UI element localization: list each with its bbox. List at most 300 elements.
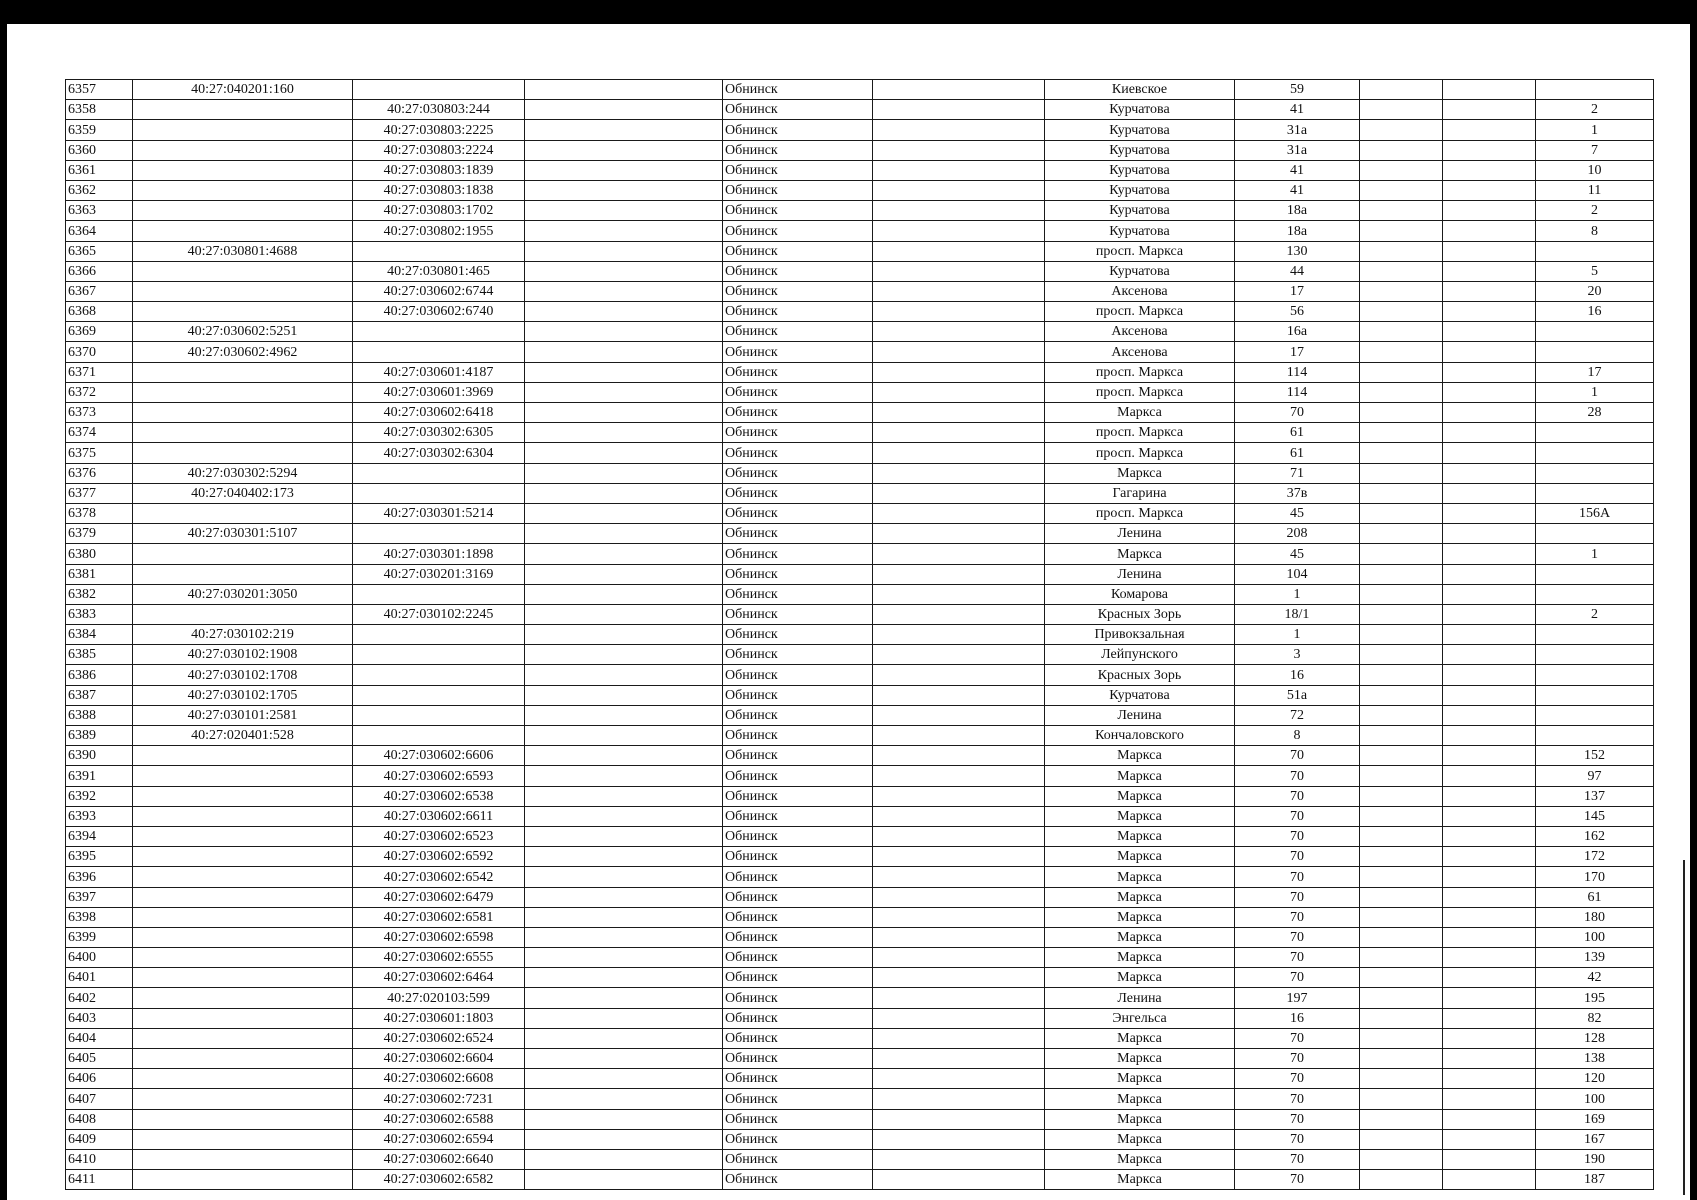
table-row	[66, 201, 1654, 221]
empty-cell	[1360, 281, 1443, 301]
cadastral-number-cell	[133, 120, 353, 140]
row-number-cell: 6395	[66, 847, 133, 867]
street-cell: Маркса	[1045, 786, 1235, 806]
table-row	[66, 927, 1654, 947]
empty-cell	[1360, 80, 1443, 100]
house-number-cell: 70	[1235, 1089, 1360, 1109]
city-cell: Обнинск	[723, 1089, 873, 1109]
empty-cell	[873, 988, 1045, 1008]
property-registry-table	[65, 79, 1654, 1190]
city-cell: Обнинск	[723, 584, 873, 604]
table-row	[66, 1149, 1654, 1169]
empty-cell	[525, 261, 723, 281]
empty-cell	[525, 968, 723, 988]
empty-cell	[525, 503, 723, 523]
table-row	[66, 584, 1654, 604]
apartment-number-cell	[1536, 463, 1654, 483]
empty-cell	[1443, 362, 1536, 382]
apartment-number-cell	[1536, 726, 1654, 746]
city-cell: Обнинск	[723, 503, 873, 523]
house-number-cell: 18а	[1235, 201, 1360, 221]
cadastral-number-cell	[133, 281, 353, 301]
empty-cell	[525, 1028, 723, 1048]
house-number-cell: 16а	[1235, 322, 1360, 342]
premises-cadastral-number-cell: 40:27:030302:6305	[353, 423, 525, 443]
city-cell: Обнинск	[723, 322, 873, 342]
city-cell: Обнинск	[723, 847, 873, 867]
empty-cell	[1360, 382, 1443, 402]
table-row	[66, 1170, 1654, 1190]
apartment-number-cell: 2	[1536, 201, 1654, 221]
empty-cell	[873, 503, 1045, 523]
house-number-cell: 70	[1235, 403, 1360, 423]
row-number-cell: 6386	[66, 665, 133, 685]
premises-cadastral-number-cell: 40:27:030602:6538	[353, 786, 525, 806]
table-row	[66, 705, 1654, 725]
empty-cell	[873, 786, 1045, 806]
house-number-cell: 18а	[1235, 221, 1360, 241]
empty-cell	[1360, 645, 1443, 665]
empty-cell	[525, 806, 723, 826]
empty-cell	[1360, 100, 1443, 120]
empty-cell	[873, 1028, 1045, 1048]
house-number-cell: 70	[1235, 806, 1360, 826]
street-cell: Маркса	[1045, 1028, 1235, 1048]
house-number-cell: 197	[1235, 988, 1360, 1008]
street-cell: Ленина	[1045, 988, 1235, 1008]
empty-cell	[873, 423, 1045, 443]
row-number-cell: 6360	[66, 140, 133, 160]
empty-cell	[873, 1008, 1045, 1028]
table-row	[66, 241, 1654, 261]
empty-cell	[1443, 948, 1536, 968]
street-cell: Лейпунского	[1045, 645, 1235, 665]
apartment-number-cell: 137	[1536, 786, 1654, 806]
empty-cell	[1443, 423, 1536, 443]
empty-cell	[873, 201, 1045, 221]
empty-cell	[873, 726, 1045, 746]
city-cell: Обнинск	[723, 1028, 873, 1048]
empty-cell	[1443, 1069, 1536, 1089]
empty-cell	[525, 100, 723, 120]
house-number-cell: 1	[1235, 584, 1360, 604]
house-number-cell: 72	[1235, 705, 1360, 725]
empty-cell	[1443, 443, 1536, 463]
empty-cell	[1360, 524, 1443, 544]
table-row	[66, 140, 1654, 160]
row-number-cell: 6383	[66, 604, 133, 624]
empty-cell	[525, 766, 723, 786]
house-number-cell: 44	[1235, 261, 1360, 281]
house-number-cell: 70	[1235, 927, 1360, 947]
empty-cell	[1360, 503, 1443, 523]
empty-cell	[525, 1170, 723, 1190]
cadastral-number-cell	[133, 221, 353, 241]
cadastral-number-cell	[133, 907, 353, 927]
premises-cadastral-number-cell: 40:27:030602:6594	[353, 1129, 525, 1149]
empty-cell	[873, 1170, 1045, 1190]
row-number-cell: 6374	[66, 423, 133, 443]
row-number-cell: 6410	[66, 1149, 133, 1169]
empty-cell	[1443, 544, 1536, 564]
house-number-cell: 70	[1235, 1149, 1360, 1169]
city-cell: Обнинск	[723, 746, 873, 766]
city-cell: Обнинск	[723, 705, 873, 725]
premises-cadastral-number-cell: 40:27:030301:1898	[353, 544, 525, 564]
empty-cell	[1443, 847, 1536, 867]
empty-cell	[1360, 665, 1443, 685]
house-number-cell: 17	[1235, 342, 1360, 362]
street-cell: просп. Маркса	[1045, 443, 1235, 463]
row-number-cell: 6382	[66, 584, 133, 604]
premises-cadastral-number-cell: 40:27:030602:6524	[353, 1028, 525, 1048]
row-number-cell: 6369	[66, 322, 133, 342]
apartment-number-cell: 187	[1536, 1170, 1654, 1190]
empty-cell	[873, 302, 1045, 322]
premises-cadastral-number-cell	[353, 524, 525, 544]
empty-cell	[1443, 867, 1536, 887]
empty-cell	[1443, 1008, 1536, 1028]
empty-cell	[1443, 503, 1536, 523]
house-number-cell: 45	[1235, 544, 1360, 564]
empty-cell	[873, 625, 1045, 645]
street-cell: Курчатова	[1045, 261, 1235, 281]
empty-cell	[525, 382, 723, 402]
house-number-cell: 70	[1235, 786, 1360, 806]
empty-cell	[1443, 322, 1536, 342]
empty-cell	[525, 201, 723, 221]
street-cell: Маркса	[1045, 847, 1235, 867]
apartment-number-cell	[1536, 625, 1654, 645]
empty-cell	[1443, 463, 1536, 483]
street-cell: Комарова	[1045, 584, 1235, 604]
empty-cell	[525, 463, 723, 483]
premises-cadastral-number-cell: 40:27:030602:6593	[353, 766, 525, 786]
empty-cell	[1360, 1089, 1443, 1109]
city-cell: Обнинск	[723, 403, 873, 423]
city-cell: Обнинск	[723, 1008, 873, 1028]
table-row	[66, 564, 1654, 584]
cadastral-number-cell	[133, 261, 353, 281]
table-row	[66, 1069, 1654, 1089]
row-number-cell: 6399	[66, 927, 133, 947]
apartment-number-cell: 120	[1536, 1069, 1654, 1089]
empty-cell	[525, 1149, 723, 1169]
empty-cell	[873, 685, 1045, 705]
table-row	[66, 463, 1654, 483]
city-cell: Обнинск	[723, 160, 873, 180]
row-number-cell: 6378	[66, 503, 133, 523]
empty-cell	[873, 665, 1045, 685]
empty-cell	[525, 362, 723, 382]
apartment-number-cell: 97	[1536, 766, 1654, 786]
empty-cell	[1360, 120, 1443, 140]
empty-cell	[525, 685, 723, 705]
street-cell: Маркса	[1045, 826, 1235, 846]
city-cell: Обнинск	[723, 625, 873, 645]
street-cell: Маркса	[1045, 948, 1235, 968]
house-number-cell: 17	[1235, 281, 1360, 301]
empty-cell	[873, 1049, 1045, 1069]
empty-cell	[873, 867, 1045, 887]
empty-cell	[1443, 584, 1536, 604]
street-cell: Маркса	[1045, 968, 1235, 988]
city-cell: Обнинск	[723, 826, 873, 846]
table-row	[66, 342, 1654, 362]
empty-cell	[1360, 1170, 1443, 1190]
row-number-cell: 6372	[66, 382, 133, 402]
cadastral-number-cell	[133, 867, 353, 887]
premises-cadastral-number-cell: 40:27:030803:2225	[353, 120, 525, 140]
empty-cell	[525, 907, 723, 927]
empty-cell	[525, 705, 723, 725]
table-row	[66, 423, 1654, 443]
row-number-cell: 6393	[66, 806, 133, 826]
city-cell: Обнинск	[723, 281, 873, 301]
apartment-number-cell: 17	[1536, 362, 1654, 382]
row-number-cell: 6397	[66, 887, 133, 907]
table-row	[66, 261, 1654, 281]
empty-cell	[1443, 160, 1536, 180]
table-row	[66, 685, 1654, 705]
apartment-number-cell: 152	[1536, 746, 1654, 766]
empty-cell	[525, 342, 723, 362]
street-cell: Маркса	[1045, 403, 1235, 423]
row-number-cell: 6406	[66, 1069, 133, 1089]
city-cell: Обнинск	[723, 948, 873, 968]
row-number-cell: 6368	[66, 302, 133, 322]
cadastral-number-cell: 40:27:030302:5294	[133, 463, 353, 483]
street-cell: Маркса	[1045, 544, 1235, 564]
premises-cadastral-number-cell: 40:27:020103:599	[353, 988, 525, 1008]
empty-cell	[525, 746, 723, 766]
cadastral-number-cell: 40:27:030102:1705	[133, 685, 353, 705]
house-number-cell: 70	[1235, 867, 1360, 887]
premises-cadastral-number-cell: 40:27:030602:6479	[353, 887, 525, 907]
empty-cell	[525, 887, 723, 907]
premises-cadastral-number-cell: 40:27:030601:4187	[353, 362, 525, 382]
street-cell: Курчатова	[1045, 180, 1235, 200]
city-cell: Обнинск	[723, 120, 873, 140]
row-number-cell: 6391	[66, 766, 133, 786]
premises-cadastral-number-cell: 40:27:030602:6542	[353, 867, 525, 887]
row-number-cell: 6394	[66, 826, 133, 846]
city-cell: Обнинск	[723, 221, 873, 241]
cadastral-number-cell: 40:27:030602:5251	[133, 322, 353, 342]
apartment-number-cell: 190	[1536, 1149, 1654, 1169]
apartment-number-cell	[1536, 483, 1654, 503]
apartment-number-cell: 28	[1536, 403, 1654, 423]
empty-cell	[1360, 160, 1443, 180]
empty-cell	[1360, 1028, 1443, 1048]
empty-cell	[1443, 201, 1536, 221]
empty-cell	[1443, 786, 1536, 806]
apartment-number-cell: 82	[1536, 1008, 1654, 1028]
empty-cell	[873, 705, 1045, 725]
empty-cell	[1360, 463, 1443, 483]
apartment-number-cell	[1536, 685, 1654, 705]
table-row	[66, 443, 1654, 463]
empty-cell	[525, 544, 723, 564]
city-cell: Обнинск	[723, 423, 873, 443]
empty-cell	[1443, 806, 1536, 826]
premises-cadastral-number-cell	[353, 463, 525, 483]
street-cell: Энгельса	[1045, 1008, 1235, 1028]
table-row	[66, 1028, 1654, 1048]
city-cell: Обнинск	[723, 261, 873, 281]
cadastral-number-cell: 40:27:020401:528	[133, 726, 353, 746]
premises-cadastral-number-cell: 40:27:030602:6581	[353, 907, 525, 927]
table-row	[66, 806, 1654, 826]
empty-cell	[1360, 180, 1443, 200]
empty-cell	[1360, 988, 1443, 1008]
apartment-number-cell: 2	[1536, 604, 1654, 624]
cadastral-number-cell: 40:27:030101:2581	[133, 705, 353, 725]
table-row	[66, 604, 1654, 624]
empty-cell	[1443, 241, 1536, 261]
scan-artifact-line	[1683, 860, 1685, 1195]
empty-cell	[1360, 322, 1443, 342]
table-row	[66, 302, 1654, 322]
empty-cell	[525, 1049, 723, 1069]
premises-cadastral-number-cell: 40:27:030602:6588	[353, 1109, 525, 1129]
row-number-cell: 6401	[66, 968, 133, 988]
house-number-cell: 70	[1235, 1069, 1360, 1089]
empty-cell	[1360, 544, 1443, 564]
empty-cell	[873, 140, 1045, 160]
street-cell: Маркса	[1045, 1069, 1235, 1089]
city-cell: Обнинск	[723, 180, 873, 200]
empty-cell	[1360, 847, 1443, 867]
street-cell: Гагарина	[1045, 483, 1235, 503]
apartment-number-cell: 169	[1536, 1109, 1654, 1129]
empty-cell	[1443, 1129, 1536, 1149]
premises-cadastral-number-cell	[353, 322, 525, 342]
empty-cell	[525, 826, 723, 846]
empty-cell	[1360, 241, 1443, 261]
premises-cadastral-number-cell	[353, 342, 525, 362]
empty-cell	[525, 867, 723, 887]
empty-cell	[873, 100, 1045, 120]
table-row	[66, 645, 1654, 665]
empty-cell	[1360, 604, 1443, 624]
empty-cell	[525, 483, 723, 503]
cadastral-number-cell	[133, 786, 353, 806]
empty-cell	[873, 927, 1045, 947]
empty-cell	[1360, 342, 1443, 362]
city-cell: Обнинск	[723, 968, 873, 988]
street-cell: Маркса	[1045, 746, 1235, 766]
house-number-cell: 8	[1235, 726, 1360, 746]
cadastral-number-cell	[133, 806, 353, 826]
apartment-number-cell	[1536, 645, 1654, 665]
premises-cadastral-number-cell	[353, 80, 525, 100]
row-number-cell: 6405	[66, 1049, 133, 1069]
empty-cell	[873, 483, 1045, 503]
house-number-cell: 70	[1235, 1109, 1360, 1129]
house-number-cell: 70	[1235, 1129, 1360, 1149]
house-number-cell: 70	[1235, 847, 1360, 867]
empty-cell	[1360, 968, 1443, 988]
empty-cell	[873, 261, 1045, 281]
apartment-number-cell	[1536, 584, 1654, 604]
house-number-cell: 61	[1235, 443, 1360, 463]
empty-cell	[873, 120, 1045, 140]
apartment-number-cell: 170	[1536, 867, 1654, 887]
empty-cell	[1443, 1109, 1536, 1129]
apartment-number-cell: 138	[1536, 1049, 1654, 1069]
apartment-number-cell	[1536, 564, 1654, 584]
empty-cell	[873, 645, 1045, 665]
apartment-number-cell	[1536, 705, 1654, 725]
house-number-cell: 59	[1235, 80, 1360, 100]
empty-cell	[1360, 685, 1443, 705]
table-row	[66, 867, 1654, 887]
empty-cell	[1443, 927, 1536, 947]
empty-cell	[873, 887, 1045, 907]
apartment-number-cell: 7	[1536, 140, 1654, 160]
apartment-number-cell: 11	[1536, 180, 1654, 200]
empty-cell	[1443, 685, 1536, 705]
row-number-cell: 6402	[66, 988, 133, 1008]
empty-cell	[1360, 867, 1443, 887]
city-cell: Обнинск	[723, 1049, 873, 1069]
cadastral-number-cell	[133, 443, 353, 463]
house-number-cell: 70	[1235, 887, 1360, 907]
apartment-number-cell	[1536, 443, 1654, 463]
table-row	[66, 726, 1654, 746]
empty-cell	[525, 1069, 723, 1089]
street-cell: Маркса	[1045, 1049, 1235, 1069]
cadastral-number-cell	[133, 826, 353, 846]
row-number-cell: 6365	[66, 241, 133, 261]
empty-cell	[525, 281, 723, 301]
row-number-cell: 6403	[66, 1008, 133, 1028]
row-number-cell: 6364	[66, 221, 133, 241]
empty-cell	[525, 927, 723, 947]
empty-cell	[1443, 1028, 1536, 1048]
row-number-cell: 6407	[66, 1089, 133, 1109]
street-cell: просп. Маркса	[1045, 302, 1235, 322]
empty-cell	[873, 362, 1045, 382]
premises-cadastral-number-cell: 40:27:030602:6640	[353, 1149, 525, 1169]
table-row	[66, 221, 1654, 241]
cadastral-number-cell	[133, 927, 353, 947]
empty-cell	[873, 524, 1045, 544]
table-row	[66, 80, 1654, 100]
city-cell: Обнинск	[723, 726, 873, 746]
empty-cell	[525, 726, 723, 746]
premises-cadastral-number-cell: 40:27:030602:6606	[353, 746, 525, 766]
apartment-number-cell: 100	[1536, 927, 1654, 947]
cadastral-number-cell	[133, 746, 353, 766]
city-cell: Обнинск	[723, 1170, 873, 1190]
cadastral-number-cell	[133, 180, 353, 200]
cadastral-number-cell	[133, 887, 353, 907]
empty-cell	[873, 907, 1045, 927]
empty-cell	[525, 221, 723, 241]
city-cell: Обнинск	[723, 544, 873, 564]
row-number-cell: 6400	[66, 948, 133, 968]
empty-cell	[1443, 968, 1536, 988]
city-cell: Обнинск	[723, 362, 873, 382]
apartment-number-cell: 100	[1536, 1089, 1654, 1109]
house-number-cell: 70	[1235, 968, 1360, 988]
city-cell: Обнинск	[723, 1069, 873, 1089]
empty-cell	[525, 645, 723, 665]
empty-cell	[525, 1129, 723, 1149]
empty-cell	[1443, 746, 1536, 766]
